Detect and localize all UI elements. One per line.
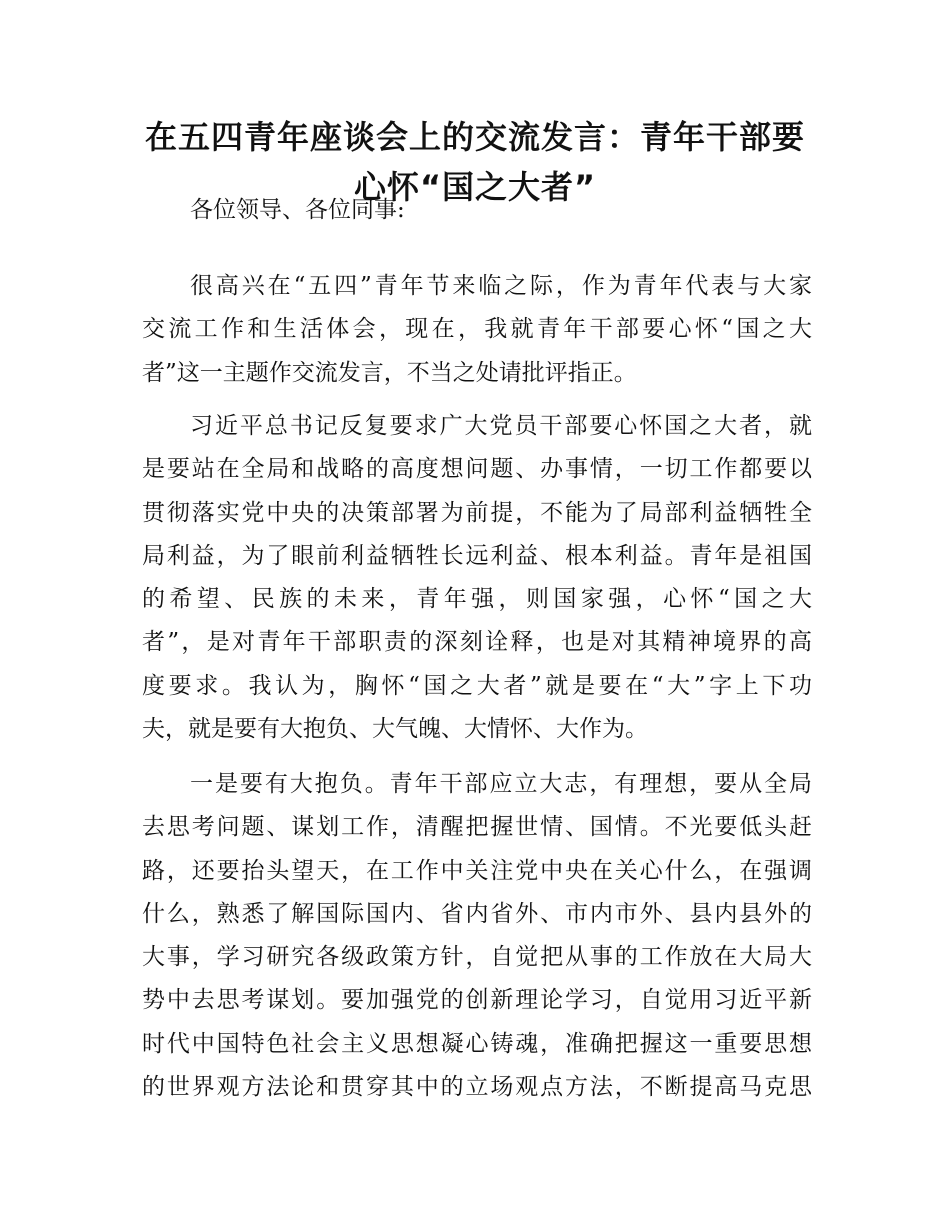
- title-line: 在五四青年座谈会上的交流发言：青年干部要: [144, 118, 805, 156]
- title-line: 心怀“国之大者”: [353, 168, 597, 206]
- text-line: 的世界观方法论和贯穿其中的立场观点方法，不断提高马克思: [142, 1074, 812, 1101]
- text-line: 贯彻落实党中央的决策部署为前提，不能为了局部利益牺牲全: [142, 499, 812, 526]
- text-line: 时代中国特色社会主义思想凝心铸魂，准确把握这一重要思想: [142, 1030, 812, 1057]
- text-line: 者”，是对青年干部职责的深刻诠释，也是对其精神境界的高: [142, 629, 812, 656]
- text-line: 者”这一主题作交流发言，不当之处请批评指正。: [142, 359, 637, 386]
- text-line: 大事，学习研究各级政策方针，自觉把从事的工作放在大局大: [142, 944, 812, 971]
- text-line: 夫，就是要有大抱负、大气魄、大情怀、大作为。: [142, 716, 648, 743]
- text-line: 势中去思考谋划。要加强党的创新理论学习，自觉用习近平新: [142, 987, 812, 1014]
- text-line: 什么，熟悉了解国际国内、省内省外、市内市外、县内县外的: [142, 900, 812, 927]
- salutation: 各位领导、各位同事:: [190, 197, 405, 223]
- text-line: 去思考问题、谋划工作，清醒把握世情、国情。不光要低头赶: [142, 814, 812, 841]
- text-line: 的希望、民族的未来，青年强，则国家强，心怀“国之大: [142, 586, 812, 613]
- text-line: 度要求。我认为，胸怀“国之大者”就是要在“大”字上下功: [142, 672, 812, 699]
- text-line: 习近平总书记反复要求广大党员干部要心怀国之大者，就: [190, 413, 812, 439]
- paragraph-3: [142, 763, 812, 1109]
- text-line: 很高兴在“五四”青年节来临之际，作为青年代表与大家: [190, 273, 812, 299]
- text-line: 交流工作和生活体会，现在，我就青年干部要心怀“国之大: [142, 316, 812, 343]
- text-line: 局利益，为了眼前利益牺牲长远利益、根本利益。青年是祖国: [142, 542, 812, 569]
- paragraph-2: [142, 405, 812, 751]
- text-line: 路，还要抬头望天，在工作中关注党中央在关心什么，在强调: [142, 857, 812, 884]
- text-line: 是要站在全局和战略的高度想问题、办事情，一切工作都要以: [142, 456, 812, 483]
- paragraph-1: [142, 265, 812, 395]
- text-line: 一是要有大抱负。青年干部应立大志，有理想，要从全局: [190, 771, 812, 797]
